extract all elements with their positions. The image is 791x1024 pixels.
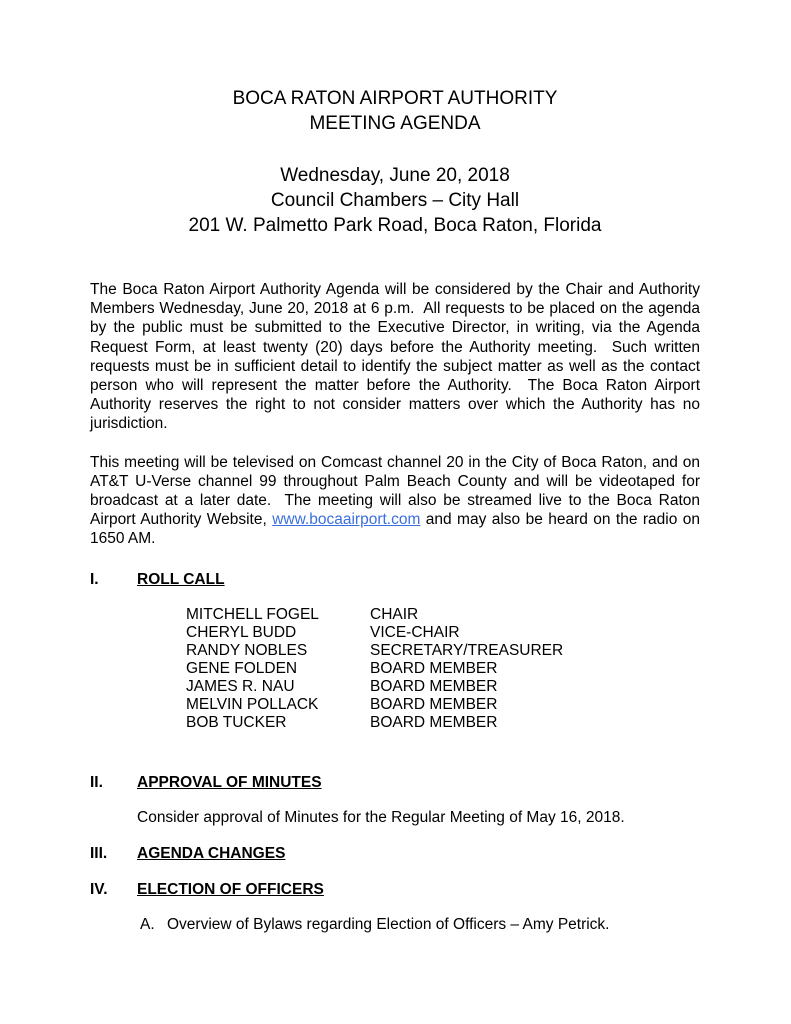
document-title: BOCA RATON AIRPORT AUTHORITY (232, 88, 558, 109)
member-name: BOB TUCKER (186, 713, 287, 731)
member-title: SECRETARY/TREASURER (370, 641, 564, 659)
broadcast-paragraph (90, 453, 705, 549)
meeting-date: Wednesday, June 20, 2018 (280, 165, 510, 186)
meeting-info-block (90, 163, 700, 238)
member-title: BOARD MEMBER (370, 677, 498, 695)
member-name: JAMES R. NAU (186, 677, 295, 695)
intro-paragraph: The Boca Raton Airport Authority Agenda will be considered by the Chair and Authority Members Wednesday, June 20, 2018 at 6 p.m. All requests to be placed on the agenda by the public must be submitted to the Executive Director, in writing, via the Agenda Request Form, at least twenty (20) days before the Authority meeting. Such written requests must be in sufficient detail to identify the subject matter as well as the contact person who will represent the matter before the Authority. The Boca Raton Airport Authority reserves the right to not consider matters over which the Authority has no jurisdiction. (90, 281, 705, 433)
document-title-block (90, 86, 700, 136)
section-heading: APPROVAL OF MINUTES (137, 773, 322, 791)
section-number: III. (90, 844, 108, 862)
member-title: BOARD MEMBER (370, 659, 498, 677)
roll-call-row (186, 660, 700, 678)
member-title: CHAIR (370, 605, 419, 623)
roll-call-row (186, 714, 700, 732)
section-heading: ELECTION OF OFFICERS (137, 880, 324, 898)
approval-of-minutes-body: Consider approval of Minutes for the Regular Meeting of May 16, 2018. (137, 808, 625, 826)
section-heading-roll-call (90, 570, 700, 589)
section-heading-election-of-officers (90, 880, 700, 899)
member-name: GENE FOLDEN (186, 659, 298, 677)
election-item-label: A. (140, 915, 155, 933)
section-number: I. (90, 570, 99, 588)
member-title: BOARD MEMBER (370, 695, 498, 713)
website-link[interactable]: www.bocaairport.com (272, 511, 421, 529)
meeting-venue: Council Chambers – City Hall (270, 190, 520, 211)
section-heading: ROLL CALL (137, 570, 225, 588)
section-heading: AGENDA CHANGES (137, 844, 286, 862)
member-name: MELVIN POLLACK (186, 695, 319, 713)
section-heading-agenda-changes (90, 844, 700, 863)
roll-call-list (186, 606, 700, 732)
member-name: MITCHELL FOGEL (186, 605, 319, 623)
section-heading-approval-of-minutes (90, 773, 700, 792)
section-number: II. (90, 773, 103, 791)
meeting-address: 201 W. Palmetto Park Road, Boca Raton, Florida (188, 215, 602, 236)
roll-call-row (186, 642, 700, 660)
broadcast-text-after-link: and may also be heard on the radio on 1650 AM. (90, 511, 705, 548)
roll-call-row (186, 624, 700, 642)
member-name: CHERYL BUDD (186, 623, 297, 641)
roll-call-row (186, 696, 700, 714)
election-item-a (140, 915, 700, 934)
roll-call-row (186, 678, 700, 696)
member-name: RANDY NOBLES (186, 641, 308, 659)
member-title: BOARD MEMBER (370, 713, 498, 731)
document-subtitle: MEETING AGENDA (309, 113, 481, 134)
broadcast-text-before-link: This meeting will be televised on Comcast channel 20 in the City of Boca Raton, and on AT&T U-Verse channel 99 throughout Palm Beach County and will be videotaped for broadcast at a later date. The meeting will also be streamed live to the Boca Raton Airport Authority Website, (90, 453, 705, 529)
roll-call-row (186, 606, 700, 624)
member-title: VICE-CHAIR (370, 623, 460, 641)
election-item-text: Overview of Bylaws regarding Election of Officers – Amy Petrick. (167, 915, 610, 933)
section-number: IV. (90, 880, 108, 898)
